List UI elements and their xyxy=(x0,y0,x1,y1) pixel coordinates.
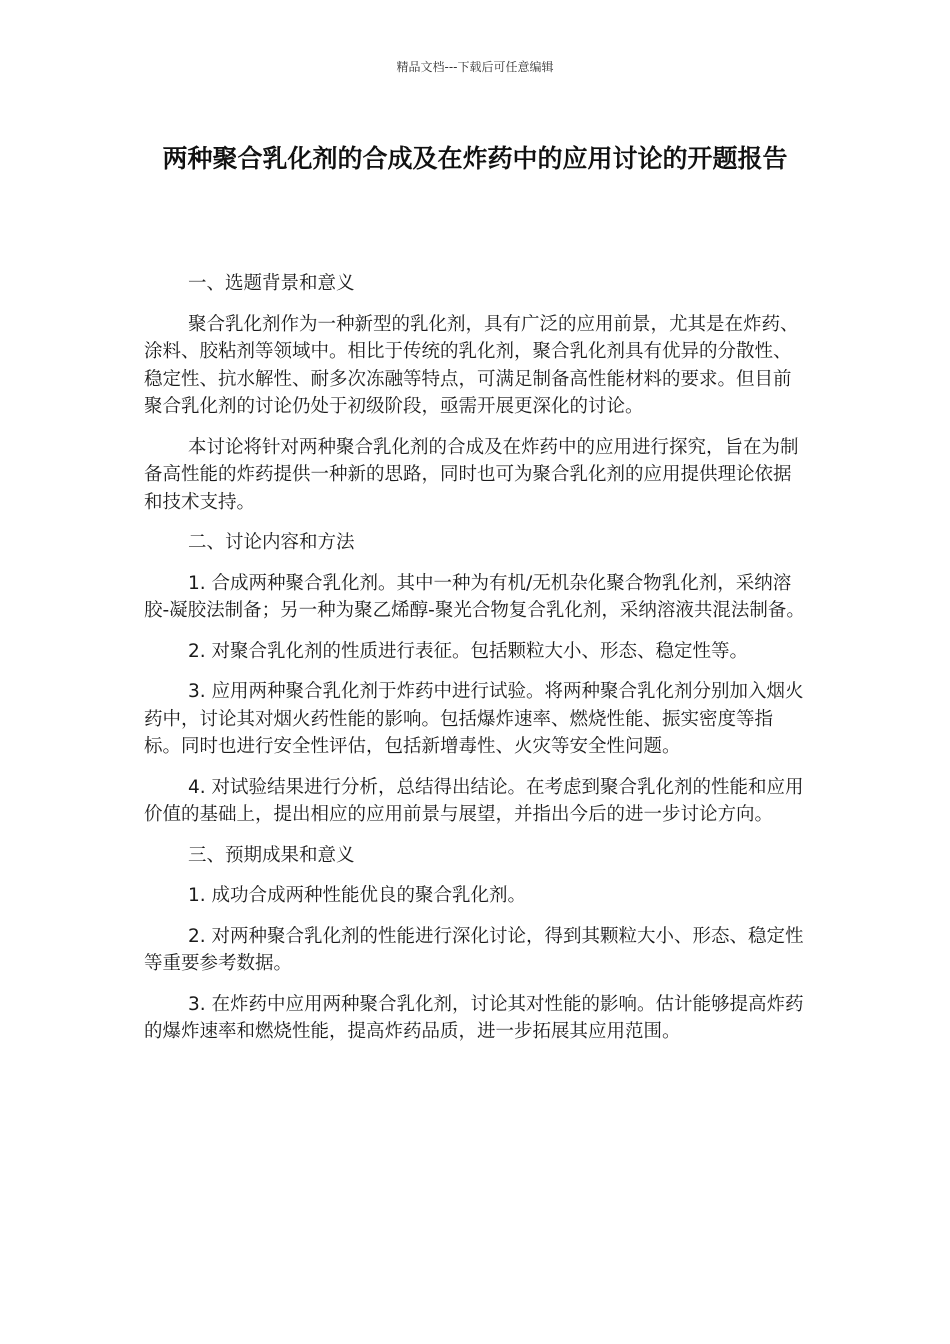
section-content-methods xyxy=(144,529,808,829)
list-item: 3. 在炸药中应用两种聚合乳化剂，讨论其对性能的影响。估计能够提高炸药的爆炸速率和燃烧性能，提高炸药品质，进一步拓展其应用范围。 xyxy=(144,993,804,1042)
section-heading: 三、预期成果和意义 xyxy=(188,844,355,866)
paragraph: 聚合乳化剂作为一种新型的乳化剂，具有广泛的应用前景，尤其是在炸药、涂料、胶粘剂等领域中。相比于传统的乳化剂，聚合乳化剂具有优异的分散性、稳定性、抗水解性、耐多次冻融等特点，可满足制备高性能材料的要求。但目前聚合乳化剂的讨论仍处于初级阶段，亟需开展更深化的讨论。 xyxy=(144,313,799,417)
list-item: 2. 对聚合乳化剂的性质进行表征。包括颗粒大小、形态、稳定性等。 xyxy=(188,640,749,662)
section-expected-results xyxy=(144,842,808,1046)
list-item: 4. 对试验结果进行分析，总结得出结论。在考虑到聚合乳化剂的性能和应用价值的基础上，提出相应的应用前景与展望，并指出今后的进一步讨论方向。 xyxy=(144,776,804,825)
document-body xyxy=(144,270,808,1059)
document-title: 两种聚合乳化剂的合成及在炸药中的应用讨论的开题报告 xyxy=(162,144,788,173)
section-heading: 一、选题背景和意义 xyxy=(188,273,355,294)
header-note: 精品文档---下载后可任意编辑 xyxy=(396,60,554,74)
section-heading: 二、讨论内容和方法 xyxy=(188,532,355,553)
list-item: 1. 成功合成两种性能优良的聚合乳化剂。 xyxy=(188,885,527,906)
list-item: 2. 对两种聚合乳化剂的性能进行深化讨论，得到其颗粒大小、形态、稳定性等重要参考数据。 xyxy=(144,925,804,974)
list-item: 1. 合成两种聚合乳化剂。其中一种为有机/无机杂化聚合物乳化剂，采纳溶胶-凝胶法制备；另一种为聚乙烯醇-聚光合物复合乳化剂，采纳溶液共混法制备。 xyxy=(144,572,805,621)
list-item: 3. 应用两种聚合乳化剂于炸药中进行试验。将两种聚合乳化剂分别加入烟火药中，讨论其对烟火药性能的影响。包括爆炸速率、燃烧性能、振实密度等指标。同时也进行安全性评估，包括新增毒性、火灾等安全性问题。 xyxy=(144,681,804,757)
section-background xyxy=(144,270,808,516)
paragraph: 本讨论将针对两种聚合乳化剂的合成及在炸药中的应用进行探究，旨在为制备高性能的炸药提供一种新的思路，同时也可为聚合乳化剂的应用提供理论依据和技术支持。 xyxy=(144,436,799,513)
